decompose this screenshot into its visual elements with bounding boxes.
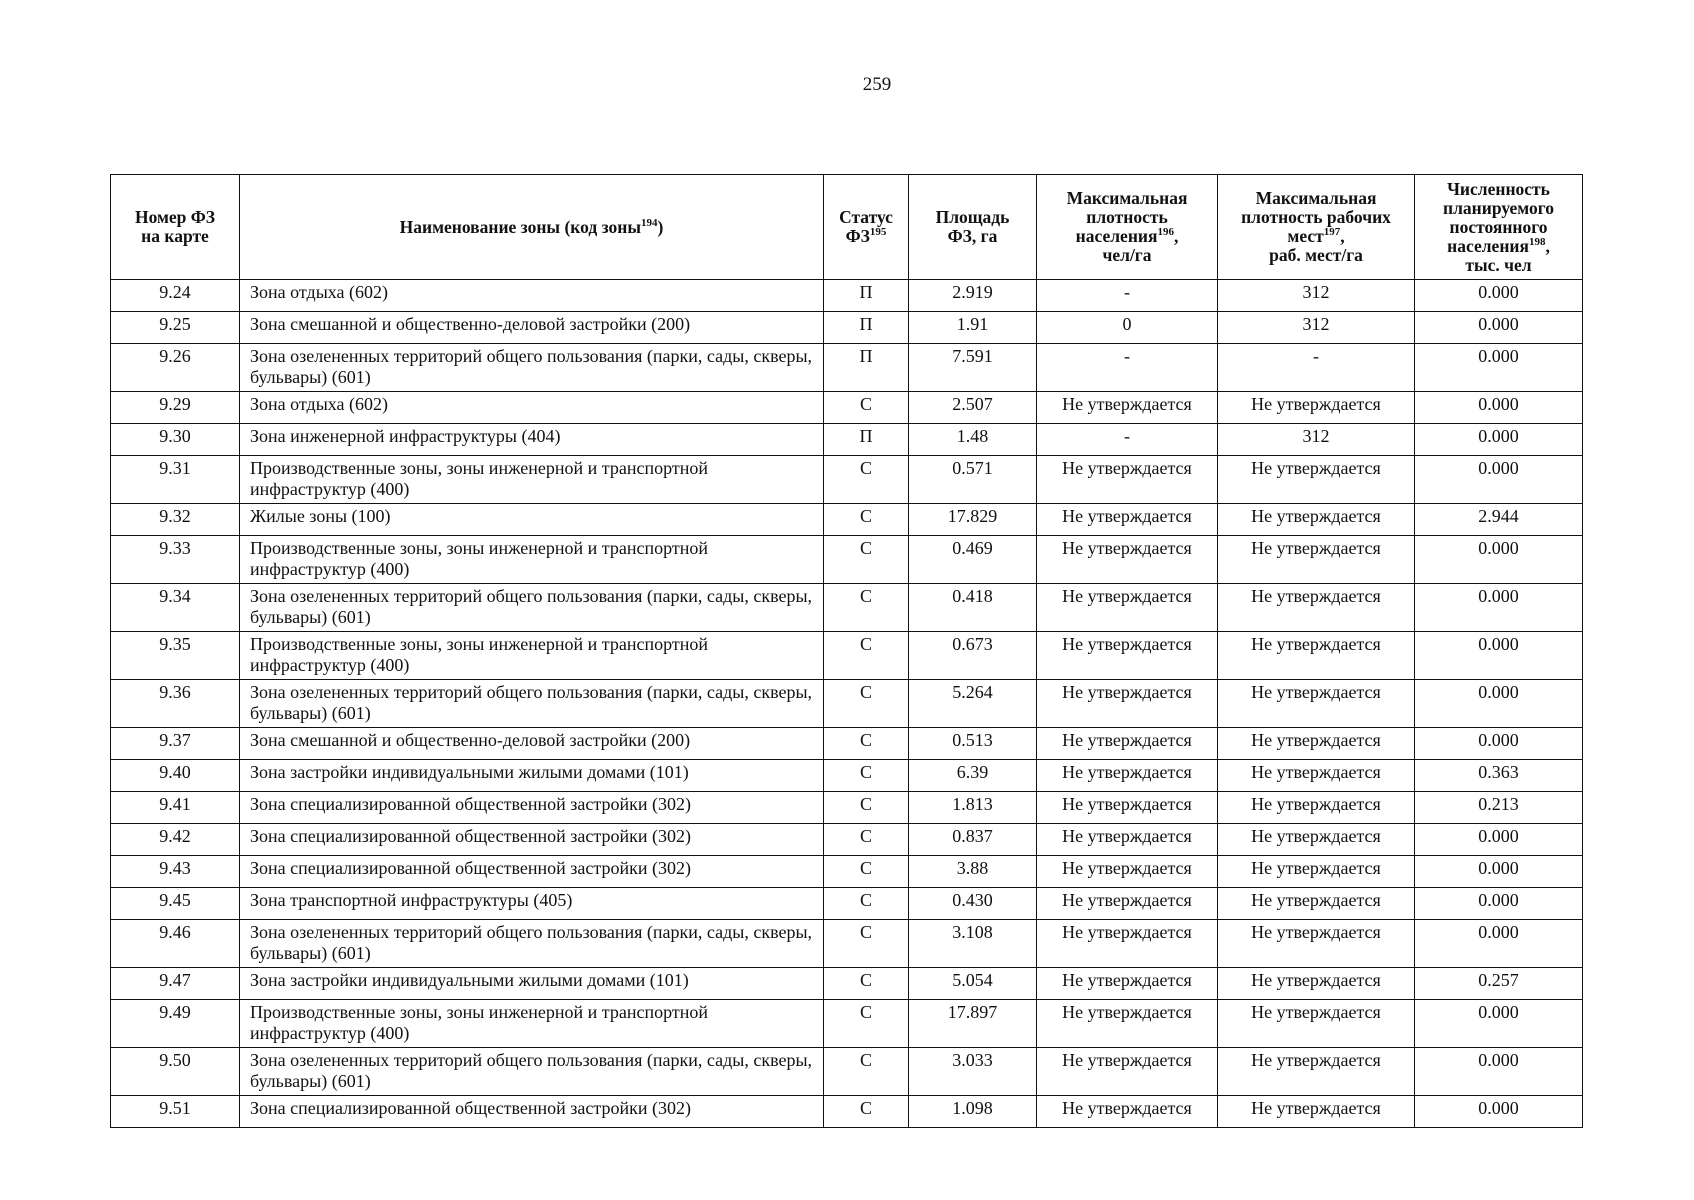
zone-status-cell: С	[824, 392, 909, 424]
workplace-density-cell: Не утверждается	[1218, 392, 1415, 424]
planned-population-cell: 0.000	[1415, 824, 1583, 856]
zone-number-cell: 9.33	[111, 536, 240, 584]
zone-status-cell: С	[824, 1000, 909, 1048]
workplace-density-cell: Не утверждается	[1218, 728, 1415, 760]
zone-status-cell: С	[824, 632, 909, 680]
workplace-density-cell: Не утверждается	[1218, 856, 1415, 888]
zone-status-cell: С	[824, 1048, 909, 1096]
population-density-cell: Не утверждается	[1037, 456, 1218, 504]
workplace-density-cell: Не утверждается	[1218, 792, 1415, 824]
table-row	[111, 280, 1583, 312]
zone-area-cell: 17.897	[909, 1000, 1037, 1048]
zone-name-cell: Зона специализированной общественной застройки (302)	[240, 856, 824, 888]
zone-number-cell: 9.31	[111, 456, 240, 504]
zone-area-cell: 2.507	[909, 392, 1037, 424]
population-density-cell: Не утверждается	[1037, 392, 1218, 424]
zone-number-cell: 9.43	[111, 856, 240, 888]
population-density-cell: Не утверждается	[1037, 584, 1218, 632]
planned-population-cell: 0.000	[1415, 1000, 1583, 1048]
population-density-cell: Не утверждается	[1037, 728, 1218, 760]
table-row	[111, 968, 1583, 1000]
planned-population-cell: 0.000	[1415, 680, 1583, 728]
population-density-cell: Не утверждается	[1037, 1000, 1218, 1048]
zone-name-cell: Производственные зоны, зоны инженерной и транспортной инфраструктур (400)	[240, 456, 824, 504]
table-row	[111, 312, 1583, 344]
zone-area-cell: 3.033	[909, 1048, 1037, 1096]
planned-population-cell: 0.363	[1415, 760, 1583, 792]
zone-status-cell: П	[824, 344, 909, 392]
zone-name-cell: Зона смешанной и общественно-деловой застройки (200)	[240, 728, 824, 760]
table-row	[111, 824, 1583, 856]
planned-population-cell: 0.000	[1415, 280, 1583, 312]
zone-name-cell: Зона смешанной и общественно-деловой застройки (200)	[240, 312, 824, 344]
table-row	[111, 1048, 1583, 1096]
zone-number-cell: 9.41	[111, 792, 240, 824]
zone-area-cell: 1.098	[909, 1096, 1037, 1128]
planned-population-cell: 0.000	[1415, 392, 1583, 424]
zone-area-cell: 0.571	[909, 456, 1037, 504]
planned-population-cell: 0.000	[1415, 424, 1583, 456]
zone-number-cell: 9.47	[111, 968, 240, 1000]
zone-name-cell: Зона отдыха (602)	[240, 280, 824, 312]
table-row	[111, 456, 1583, 504]
zone-area-cell: 6.39	[909, 760, 1037, 792]
header-workplace-density: Максимальная плотность рабочих мест$^{197}$, раб. мест/га	[1218, 175, 1415, 280]
population-density-cell: -	[1037, 280, 1218, 312]
zone-name-cell: Зона озелененных территорий общего пользования (парки, сады, скверы, бульвары) (601)	[240, 1048, 824, 1096]
table-row	[111, 392, 1583, 424]
zone-status-cell: С	[824, 888, 909, 920]
table-row	[111, 1000, 1583, 1048]
table-row	[111, 504, 1583, 536]
planned-population-cell: 0.000	[1415, 344, 1583, 392]
population-density-cell: Не утверждается	[1037, 632, 1218, 680]
population-density-cell: Не утверждается	[1037, 504, 1218, 536]
planned-population-cell: 2.944	[1415, 504, 1583, 536]
table-row	[111, 584, 1583, 632]
zone-area-cell: 1.91	[909, 312, 1037, 344]
zone-number-cell: 9.30	[111, 424, 240, 456]
population-density-cell: Не утверждается	[1037, 1096, 1218, 1128]
table-row	[111, 680, 1583, 728]
workplace-density-cell: Не утверждается	[1218, 824, 1415, 856]
zone-area-cell: 7.591	[909, 344, 1037, 392]
zone-name-cell: Производственные зоны, зоны инженерной и транспортной инфраструктур (400)	[240, 1000, 824, 1048]
zone-name-cell: Зона специализированной общественной застройки (302)	[240, 792, 824, 824]
zone-name-cell: Жилые зоны (100)	[240, 504, 824, 536]
zone-name-cell: Зона озелененных территорий общего пользования (парки, сады, скверы, бульвары) (601)	[240, 680, 824, 728]
zone-number-cell: 9.34	[111, 584, 240, 632]
workplace-density-cell: -	[1218, 344, 1415, 392]
zone-name-cell: Зона отдыха (602)	[240, 392, 824, 424]
workplace-density-cell: 312	[1218, 312, 1415, 344]
zone-area-cell: 0.469	[909, 536, 1037, 584]
population-density-cell: Не утверждается	[1037, 824, 1218, 856]
workplace-density-cell: Не утверждается	[1218, 920, 1415, 968]
workplace-density-cell: Не утверждается	[1218, 504, 1415, 536]
workplace-density-cell: Не утверждается	[1218, 1000, 1415, 1048]
zone-status-cell: С	[824, 680, 909, 728]
zone-status-cell: П	[824, 280, 909, 312]
zone-status-cell: С	[824, 584, 909, 632]
workplace-density-cell: Не утверждается	[1218, 632, 1415, 680]
table-row	[111, 424, 1583, 456]
table-row	[111, 632, 1583, 680]
population-density-cell: Не утверждается	[1037, 792, 1218, 824]
planned-population-cell: 0.000	[1415, 888, 1583, 920]
workplace-density-cell: Не утверждается	[1218, 1096, 1415, 1128]
workplace-density-cell: Не утверждается	[1218, 1048, 1415, 1096]
workplace-density-cell: Не утверждается	[1218, 968, 1415, 1000]
header-planned-population: Численность планируемого постоянного населения$^{198}$, тыс. чел	[1415, 175, 1583, 280]
population-density-cell: Не утверждается	[1037, 856, 1218, 888]
planned-population-cell: 0.000	[1415, 1048, 1583, 1096]
table-row	[111, 536, 1583, 584]
zone-number-cell: 9.40	[111, 760, 240, 792]
population-density-cell: Не утверждается	[1037, 1048, 1218, 1096]
page-number: 259	[862, 74, 892, 95]
zone-status-cell: С	[824, 968, 909, 1000]
zone-status-cell: С	[824, 728, 909, 760]
planned-population-cell: 0.000	[1415, 632, 1583, 680]
table-row	[111, 728, 1583, 760]
zone-number-cell: 9.24	[111, 280, 240, 312]
zone-name-cell: Зона озелененных территорий общего пользования (парки, сады, скверы, бульвары) (601)	[240, 584, 824, 632]
workplace-density-cell: Не утверждается	[1218, 760, 1415, 792]
zone-name-cell: Производственные зоны, зоны инженерной и транспортной инфраструктур (400)	[240, 632, 824, 680]
header-zone-number: Номер ФЗ на карте	[111, 175, 240, 280]
zone-name-cell: Зона застройки индивидуальными жилыми домами (101)	[240, 760, 824, 792]
zone-number-cell: 9.49	[111, 1000, 240, 1048]
zone-number-cell: 9.45	[111, 888, 240, 920]
header-zone-name: Наименование зоны (код зоны$^{194}$)	[240, 175, 824, 280]
zone-area-cell: 1.813	[909, 792, 1037, 824]
zone-number-cell: 9.36	[111, 680, 240, 728]
zone-number-cell: 9.42	[111, 824, 240, 856]
zone-status-cell: С	[824, 536, 909, 584]
table-row	[111, 856, 1583, 888]
zone-name-cell: Зона озелененных территорий общего пользования (парки, сады, скверы, бульвары) (601)	[240, 920, 824, 968]
zone-area-cell: 17.829	[909, 504, 1037, 536]
workplace-density-cell: 312	[1218, 280, 1415, 312]
zone-status-cell: С	[824, 760, 909, 792]
zone-area-cell: 5.264	[909, 680, 1037, 728]
planned-population-cell: 0.000	[1415, 536, 1583, 584]
zone-number-cell: 9.46	[111, 920, 240, 968]
population-density-cell: Не утверждается	[1037, 536, 1218, 584]
population-density-cell: -	[1037, 424, 1218, 456]
zone-name-cell: Зона специализированной общественной застройки (302)	[240, 824, 824, 856]
header-status: Статус ФЗ$^{195}$	[824, 175, 909, 280]
zone-status-cell: П	[824, 312, 909, 344]
zone-number-cell: 9.37	[111, 728, 240, 760]
zone-status-cell: С	[824, 920, 909, 968]
planned-population-cell: 0.000	[1415, 920, 1583, 968]
zone-status-cell: П	[824, 424, 909, 456]
planned-population-cell: 0.000	[1415, 1096, 1583, 1128]
zones-table	[110, 174, 1583, 1128]
table-row	[111, 792, 1583, 824]
zone-area-cell: 0.418	[909, 584, 1037, 632]
zone-area-cell: 0.513	[909, 728, 1037, 760]
planned-population-cell: 0.000	[1415, 456, 1583, 504]
zone-area-cell: 2.919	[909, 280, 1037, 312]
workplace-density-cell: Не утверждается	[1218, 680, 1415, 728]
zone-name-cell: Зона озелененных территорий общего пользования (парки, сады, скверы, бульвары) (601)	[240, 344, 824, 392]
zone-number-cell: 9.50	[111, 1048, 240, 1096]
zone-name-cell: Зона специализированной общественной застройки (302)	[240, 1096, 824, 1128]
zone-area-cell: 0.430	[909, 888, 1037, 920]
workplace-density-cell: Не утверждается	[1218, 584, 1415, 632]
table-row	[111, 1096, 1583, 1128]
workplace-density-cell: Не утверждается	[1218, 536, 1415, 584]
table-row	[111, 920, 1583, 968]
zone-area-cell: 3.108	[909, 920, 1037, 968]
header-population-density: Максимальная плотность населения$^{196}$, чел/га	[1037, 175, 1218, 280]
zone-area-cell: 0.673	[909, 632, 1037, 680]
population-density-cell: Не утверждается	[1037, 760, 1218, 792]
workplace-density-cell: Не утверждается	[1218, 456, 1415, 504]
planned-population-cell: 0.000	[1415, 584, 1583, 632]
zone-status-cell: С	[824, 456, 909, 504]
zone-area-cell: 3.88	[909, 856, 1037, 888]
zone-name-cell: Производственные зоны, зоны инженерной и транспортной инфраструктур (400)	[240, 536, 824, 584]
planned-population-cell: 0.000	[1415, 856, 1583, 888]
zone-name-cell: Зона застройки индивидуальными жилыми домами (101)	[240, 968, 824, 1000]
zone-status-cell: С	[824, 1096, 909, 1128]
zone-number-cell: 9.25	[111, 312, 240, 344]
header-area: Площадь ФЗ, га	[909, 175, 1037, 280]
population-density-cell: Не утверждается	[1037, 920, 1218, 968]
zone-area-cell: 0.837	[909, 824, 1037, 856]
zone-number-cell: 9.51	[111, 1096, 240, 1128]
table-row	[111, 888, 1583, 920]
zone-area-cell: 5.054	[909, 968, 1037, 1000]
population-density-cell: Не утверждается	[1037, 968, 1218, 1000]
planned-population-cell: 0.257	[1415, 968, 1583, 1000]
table-row	[111, 760, 1583, 792]
table-header-row	[111, 175, 1583, 280]
zone-name-cell: Зона инженерной инфраструктуры (404)	[240, 424, 824, 456]
workplace-density-cell: Не утверждается	[1218, 888, 1415, 920]
table-row	[111, 344, 1583, 392]
workplace-density-cell: 312	[1218, 424, 1415, 456]
planned-population-cell: 0.213	[1415, 792, 1583, 824]
zone-area-cell: 1.48	[909, 424, 1037, 456]
zone-number-cell: 9.26	[111, 344, 240, 392]
population-density-cell: Не утверждается	[1037, 888, 1218, 920]
population-density-cell: Не утверждается	[1037, 680, 1218, 728]
zone-number-cell: 9.32	[111, 504, 240, 536]
zone-status-cell: С	[824, 856, 909, 888]
planned-population-cell: 0.000	[1415, 312, 1583, 344]
population-density-cell: -	[1037, 344, 1218, 392]
population-density-cell: 0	[1037, 312, 1218, 344]
zone-number-cell: 9.29	[111, 392, 240, 424]
zone-status-cell: С	[824, 504, 909, 536]
zone-status-cell: С	[824, 824, 909, 856]
zone-name-cell: Зона транспортной инфраструктуры (405)	[240, 888, 824, 920]
zone-status-cell: С	[824, 792, 909, 824]
zone-number-cell: 9.35	[111, 632, 240, 680]
planned-population-cell: 0.000	[1415, 728, 1583, 760]
